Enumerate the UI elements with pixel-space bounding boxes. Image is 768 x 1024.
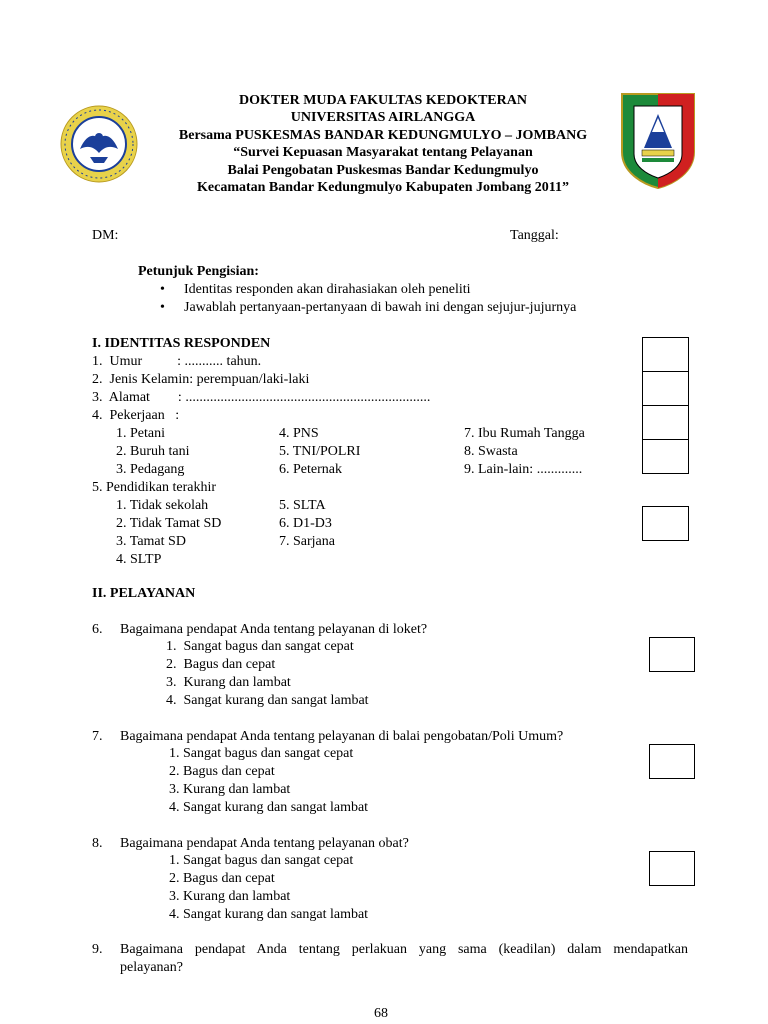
question-number: 6. bbox=[92, 622, 103, 637]
header-line-2: UNIVERSITAS AIRLANGGA bbox=[290, 110, 476, 126]
answer-option: 4. Sangat kurang dan sangat lambat bbox=[169, 800, 369, 815]
answer-option: 1. Sangat bagus dan sangat cepat bbox=[166, 639, 354, 654]
pekerjaan-option: 7. Ibu Rumah Tangga bbox=[464, 426, 585, 441]
alamat-field: 3. Alamat : ...................................................................... bbox=[92, 390, 431, 405]
pelayanan-title: II. PELAYANAN bbox=[92, 586, 196, 601]
petunjuk-title: Petunjuk Pengisian: bbox=[138, 264, 259, 279]
answer-option: 4. Sangat kurang dan sangat lambat bbox=[166, 693, 369, 708]
pekerjaan-option: 8. Swasta bbox=[464, 444, 518, 459]
answer-box-q6[interactable] bbox=[649, 637, 695, 672]
bullet-icon: • bbox=[160, 300, 165, 315]
pekerjaan-option: 1. Petani bbox=[116, 426, 165, 441]
identitas-title: I. IDENTITAS RESPONDEN bbox=[92, 336, 271, 351]
question-text: Bagaimana pendapat Anda tentang pelayanan obat? bbox=[120, 836, 409, 851]
answer-box-jenis-kelamin[interactable] bbox=[642, 371, 689, 406]
answer-option: 1. Sangat bagus dan sangat cepat bbox=[169, 746, 354, 761]
answer-option: 3. Kurang dan lambat bbox=[169, 889, 291, 904]
answer-box-alamat[interactable] bbox=[642, 405, 689, 440]
pekerjaan-option: 3. Pedagang bbox=[116, 462, 185, 477]
petunjuk-item bbox=[160, 299, 576, 317]
answer-box-pendidikan[interactable] bbox=[642, 506, 689, 541]
question-text-continuation: pelayanan? bbox=[120, 960, 183, 975]
bullet-icon: • bbox=[160, 282, 165, 297]
pendidikan-field: 5. Pendidikan terakhir bbox=[92, 480, 217, 495]
umur-field: 1. Umur : ........... tahun. bbox=[92, 354, 262, 369]
pekerjaan-option: 2. Buruh tani bbox=[116, 444, 190, 459]
petunjuk-item bbox=[160, 281, 471, 299]
dm-label: DM: bbox=[92, 228, 119, 243]
header-line-3: Bersama PUSKESMAS BANDAR KEDUNGMULYO – JOMBANG bbox=[178, 127, 588, 143]
question-text: Bagaimana pendapat Anda tentang pelayanan di loket? bbox=[120, 622, 428, 637]
answer-option: 4. Sangat kurang dan sangat lambat bbox=[169, 907, 369, 922]
answer-option: 2. Bagus dan cepat bbox=[166, 657, 276, 672]
question-number: 8. bbox=[92, 836, 103, 851]
answer-box-pekerjaan[interactable] bbox=[642, 439, 689, 474]
answer-option: 2. Bagus dan cepat bbox=[169, 764, 275, 779]
answer-box-q7[interactable] bbox=[649, 744, 695, 779]
pekerjaan-field: 4. Pekerjaan : bbox=[92, 408, 180, 423]
pendidikan-option: 2. Tidak Tamat SD bbox=[116, 516, 222, 531]
tanggal-label: Tanggal: bbox=[510, 228, 559, 243]
jombang-shield-logo bbox=[620, 92, 696, 190]
jenis-kelamin-field: 2. Jenis Kelamin: perempuan/laki-laki bbox=[92, 372, 310, 387]
pendidikan-option: 4. SLTP bbox=[116, 552, 162, 567]
header-line-6: Kecamatan Bandar Kedungmulyo Kabupaten Jombang 2011” bbox=[197, 180, 569, 196]
airlangga-logo bbox=[60, 105, 138, 183]
pekerjaan-option: 9. Lain-lain: ............. bbox=[464, 462, 583, 477]
answer-box-q8[interactable] bbox=[649, 851, 695, 886]
answer-option: 1. Sangat bagus dan sangat cepat bbox=[169, 853, 354, 868]
pendidikan-option: 3. Tamat SD bbox=[116, 534, 186, 549]
pendidikan-option: 7. Sarjana bbox=[279, 534, 335, 549]
header-line-4: “Survei Kepuasan Masyarakat tentang Pelayanan bbox=[233, 145, 533, 161]
answer-option: 3. Kurang dan lambat bbox=[166, 675, 291, 690]
header-line-5: Balai Pengobatan Puskesmas Bandar Kedungmulyo bbox=[227, 162, 539, 178]
pendidikan-option: 1. Tidak sekolah bbox=[116, 498, 209, 513]
page-number: 68 bbox=[374, 1006, 388, 1021]
question-text: Bagaimana pendapat Anda tentang pelayanan di balai pengobatan/Poli Umum? bbox=[120, 729, 564, 744]
answer-option: 3. Kurang dan lambat bbox=[169, 782, 291, 797]
petunjuk-item-text: Identitas responden akan dirahasiakan oleh peneliti bbox=[184, 282, 471, 297]
pekerjaan-option: 6. Peternak bbox=[279, 462, 342, 477]
question-text: Bagaimana pendapat Anda tentang perlakuan yang sama (keadilan) dalam mendapatkan bbox=[120, 942, 688, 957]
pendidikan-option: 6. D1-D3 bbox=[279, 516, 332, 531]
petunjuk-item-text: Jawablah pertanyaan-pertanyaan di bawah ini dengan sejujur-jujurnya bbox=[184, 300, 577, 315]
header-line-1: DOKTER MUDA FAKULTAS KEDOKTERAN bbox=[239, 93, 527, 108]
pekerjaan-option: 4. PNS bbox=[279, 426, 319, 441]
document-header bbox=[160, 92, 606, 196]
answer-box-umur[interactable] bbox=[642, 337, 689, 372]
answer-option: 2. Bagus dan cepat bbox=[169, 871, 275, 886]
question-number: 9. bbox=[92, 942, 103, 957]
pendidikan-option: 5. SLTA bbox=[279, 498, 326, 513]
pekerjaan-option: 5. TNI/POLRI bbox=[279, 444, 361, 459]
question-number: 7. bbox=[92, 729, 103, 744]
